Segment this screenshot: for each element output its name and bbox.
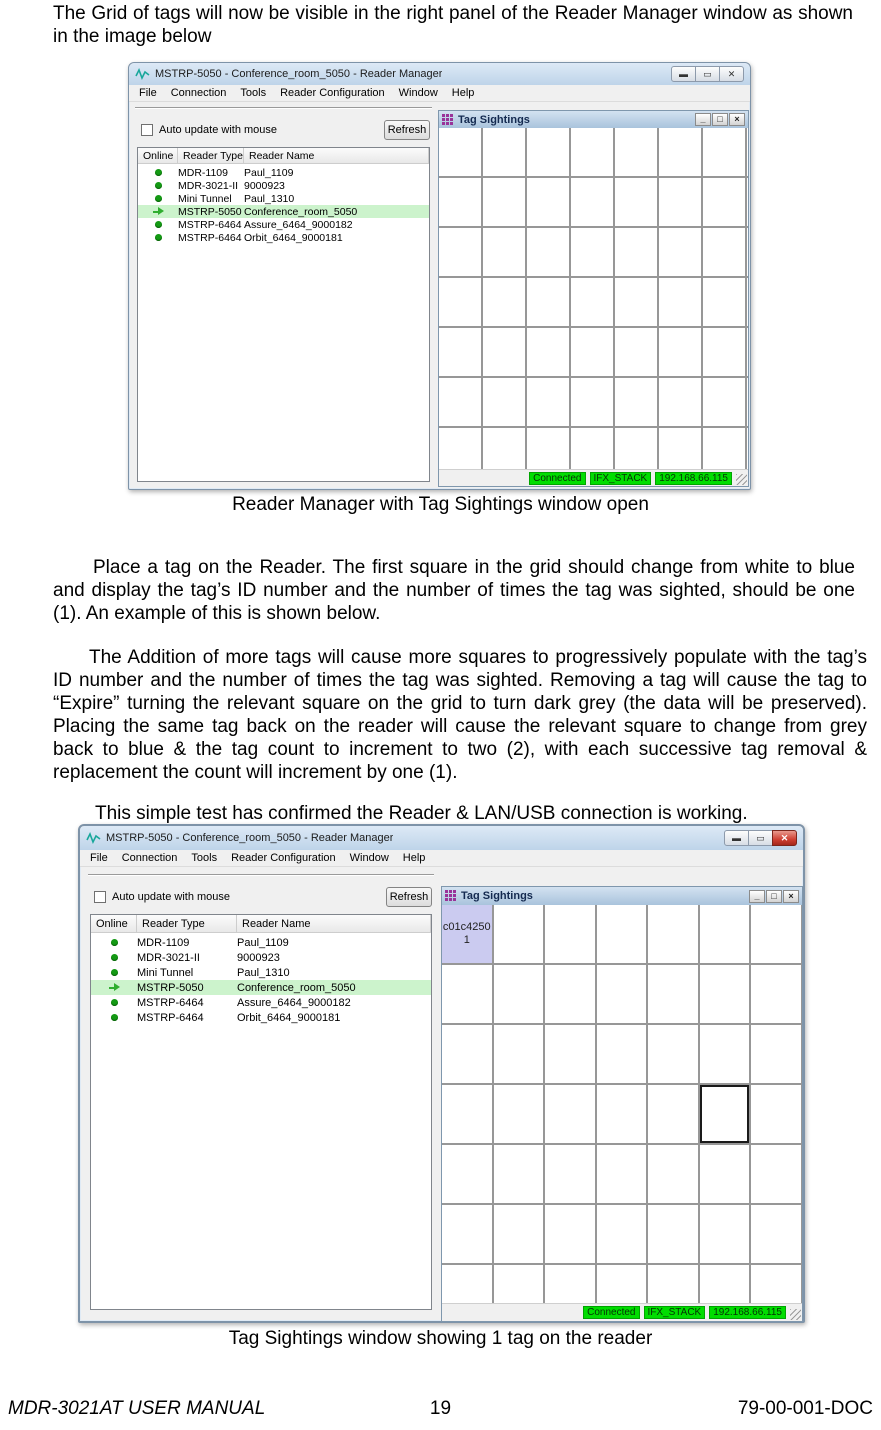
footer-page-number: 19 <box>429 1398 452 1419</box>
reader-name: 9000923 <box>237 951 280 964</box>
minimize-button[interactable]: ▬ <box>671 66 696 82</box>
child-maximize-button[interactable]: □ <box>766 890 782 903</box>
tag-cell[interactable] <box>545 965 597 1025</box>
tag-cell[interactable] <box>615 228 659 278</box>
tag-cell[interactable] <box>703 278 747 328</box>
tag-cell[interactable] <box>494 1085 546 1145</box>
reader-row[interactable] <box>91 965 431 980</box>
menu-connection[interactable]: Connection <box>170 87 227 99</box>
tag-cell[interactable] <box>615 278 659 328</box>
tag-cell[interactable] <box>751 1025 802 1085</box>
tag-cell[interactable] <box>483 428 527 469</box>
body-paragraph-1: Place a tag on the Reader. The first square in the grid should change from white to blue and display the tag’s ID number and the number of times the tag was sighted, should be one (1). An example of this is shown below. <box>53 557 855 624</box>
tag-cell[interactable] <box>751 1085 802 1145</box>
column-online[interactable]: Online <box>91 915 137 932</box>
tag-cell[interactable] <box>703 378 747 428</box>
tag-cell[interactable] <box>494 965 546 1025</box>
tag-cell[interactable] <box>700 905 752 965</box>
tag-cell[interactable] <box>648 1265 700 1303</box>
online-dot-icon <box>111 939 118 946</box>
column-reader-type[interactable]: Reader Type <box>178 148 244 163</box>
close-button[interactable]: ✕ <box>719 66 744 82</box>
reader-name: Conference_room_5050 <box>244 205 358 218</box>
tag-cell[interactable] <box>483 178 527 228</box>
tag-cell[interactable] <box>751 965 802 1025</box>
tag-cell[interactable] <box>615 128 659 178</box>
tag-cell[interactable] <box>442 1025 494 1085</box>
tag-cell[interactable] <box>751 1145 802 1205</box>
reader-row[interactable] <box>91 980 431 995</box>
reader-name: Assure_6464_9000182 <box>244 218 353 231</box>
online-dot-icon <box>155 234 162 241</box>
tag-cell[interactable] <box>494 1205 546 1265</box>
tag-cell[interactable] <box>571 228 615 278</box>
reader-type: Mini Tunnel <box>178 192 232 205</box>
tag-cell[interactable] <box>527 378 571 428</box>
reader-type: MDR-3021-II <box>178 179 239 192</box>
selected-arrow-icon <box>109 983 120 992</box>
status-bar <box>442 1303 802 1321</box>
tag-cell[interactable] <box>442 1145 494 1205</box>
tag-cell[interactable] <box>483 128 527 178</box>
window-buttons <box>725 830 797 846</box>
reader-manager-window-2 <box>78 824 805 1323</box>
reader-list <box>90 914 432 1310</box>
tag-cell[interactable] <box>700 1145 752 1205</box>
tag-cell[interactable] <box>527 228 571 278</box>
tag-sightings-titlebar[interactable] <box>442 887 802 905</box>
tag-cell[interactable] <box>545 1145 597 1205</box>
reader-list-panel <box>86 872 436 1312</box>
tag-cell[interactable] <box>700 1265 752 1303</box>
reader-row[interactable] <box>138 179 429 192</box>
tag-cell[interactable] <box>751 905 802 965</box>
child-window-buttons <box>694 113 745 126</box>
tag-grid-area <box>442 905 802 1303</box>
reader-type: MSTRP-6464 <box>178 218 242 231</box>
tag-cell[interactable] <box>597 1145 649 1205</box>
tag-cell[interactable] <box>442 1265 494 1303</box>
reader-row[interactable] <box>91 950 431 965</box>
tag-cell[interactable] <box>483 328 527 378</box>
footer-doc-number: 79-00-001-DOC <box>737 1398 873 1419</box>
status-stack: IFX_STACK <box>590 472 652 485</box>
tag-cell[interactable] <box>597 1265 649 1303</box>
tag-cell[interactable] <box>571 328 615 378</box>
reader-manager-window-1 <box>128 62 751 490</box>
auto-update-label: Auto update with mouse <box>112 891 231 903</box>
panel-controls <box>141 120 430 140</box>
tag-cell[interactable] <box>597 1085 649 1145</box>
reader-type: MSTRP-6464 <box>178 231 242 244</box>
reader-name: Orbit_6464_9000181 <box>244 231 343 244</box>
reader-type: MDR-3021-II <box>137 951 200 964</box>
reader-name: Paul_1310 <box>244 192 295 205</box>
online-dot-icon <box>111 999 118 1006</box>
reader-type: MSTRP-6464 <box>137 996 204 1009</box>
reader-name: Assure_6464_9000182 <box>237 996 351 1009</box>
app-icon <box>86 832 101 844</box>
panel-divider <box>88 874 434 876</box>
tag-cell[interactable] <box>545 1085 597 1145</box>
resize-grip[interactable] <box>736 474 747 485</box>
tag-cell[interactable] <box>659 228 703 278</box>
panel-divider <box>135 107 432 109</box>
tag-cell[interactable] <box>747 428 748 469</box>
auto-update-label: Auto update with mouse <box>159 124 278 136</box>
tag-cell[interactable] <box>700 1205 752 1265</box>
tag-cell[interactable] <box>648 1145 700 1205</box>
reader-name: Paul_1109 <box>244 166 294 179</box>
tag-cell[interactable] <box>648 905 700 965</box>
tag-cell[interactable] <box>703 128 747 178</box>
tag-cell[interactable] <box>703 228 747 278</box>
reader-name: 9000923 <box>244 179 285 192</box>
tag-cell[interactable] <box>597 905 649 965</box>
tag-grid <box>442 905 802 1303</box>
tag-cell[interactable] <box>527 428 571 469</box>
reader-row[interactable] <box>138 192 429 205</box>
window-title: MSTRP-5050 - Conference_room_5050 - Reader Manager <box>155 68 443 80</box>
minimize-button[interactable]: ▬ <box>724 830 749 846</box>
tag-cell[interactable] <box>439 178 483 228</box>
tag-cell[interactable] <box>597 1025 649 1085</box>
tag-cell[interactable] <box>527 328 571 378</box>
maximize-button[interactable]: ▭ <box>748 830 773 846</box>
reader-row[interactable] <box>138 205 429 218</box>
reader-type: MDR-1109 <box>137 936 190 949</box>
tag-cell[interactable] <box>747 278 748 328</box>
tag-cell[interactable] <box>571 378 615 428</box>
child-maximize-button[interactable]: □ <box>712 113 728 126</box>
reader-list-header <box>138 148 429 164</box>
tag-cell[interactable] <box>483 378 527 428</box>
menu-file[interactable]: File <box>90 852 108 864</box>
tag-cell[interactable] <box>615 428 659 469</box>
tag-cell[interactable] <box>659 378 703 428</box>
tag-cell[interactable] <box>751 1205 802 1265</box>
tag-cell[interactable] <box>571 428 615 469</box>
online-dot-icon <box>111 969 118 976</box>
reader-name: Orbit_6464_9000181 <box>237 1011 341 1024</box>
tag-cell[interactable] <box>751 1265 802 1303</box>
page-footer <box>8 1398 873 1420</box>
tag-cell[interactable] <box>659 328 703 378</box>
panel-controls <box>94 887 432 907</box>
online-dot-icon <box>155 221 162 228</box>
column-reader-name[interactable]: Reader Name <box>237 915 431 932</box>
tag-cell[interactable] <box>648 1085 700 1145</box>
tag-cell[interactable] <box>700 1025 752 1085</box>
tag-cell[interactable] <box>545 905 597 965</box>
column-reader-name[interactable]: Reader Name <box>244 148 429 163</box>
tag-cell[interactable] <box>439 128 483 178</box>
tag-cell[interactable] <box>747 378 748 428</box>
reader-name: Conference_room_5050 <box>237 981 356 994</box>
refresh-button[interactable]: Refresh <box>386 887 432 907</box>
tag-cell[interactable] <box>615 328 659 378</box>
refresh-button[interactable]: Refresh <box>384 120 430 140</box>
window-buttons <box>672 66 744 82</box>
tag-cell[interactable] <box>659 128 703 178</box>
column-online[interactable]: Online <box>138 148 178 163</box>
app-icon <box>135 68 150 80</box>
reader-name: Paul_1109 <box>237 936 289 949</box>
status-ip: 192.168.66.115 <box>709 1306 786 1319</box>
menu-help[interactable]: Help <box>402 852 426 864</box>
tag-sightings-title: Tag Sightings <box>458 113 530 126</box>
tag-cell[interactable] <box>747 328 748 378</box>
tag-sightings-window-2 <box>441 886 803 1322</box>
selected-arrow-icon <box>153 207 164 216</box>
tag-cell[interactable] <box>703 428 747 469</box>
reader-row[interactable] <box>138 166 429 179</box>
child-close-button[interactable]: × <box>729 113 745 126</box>
menu-help[interactable]: Help <box>451 87 475 99</box>
online-dot-icon <box>111 1014 118 1021</box>
status-stack: IFX_STACK <box>644 1306 706 1319</box>
online-dot-icon <box>111 954 118 961</box>
online-dot-icon <box>155 169 162 176</box>
figure-caption-1: Reader Manager with Tag Sightings window open <box>232 494 649 515</box>
tag-cell[interactable] <box>483 278 527 328</box>
reader-type: MDR-1109 <box>178 166 228 179</box>
tag-cell[interactable] <box>439 428 483 469</box>
tag-cell[interactable] <box>442 965 494 1025</box>
menu-reader-configuration[interactable]: Reader Configuration <box>231 852 336 864</box>
tag-cell[interactable] <box>597 965 649 1025</box>
child-minimize-button[interactable]: _ <box>695 113 711 126</box>
grid-icon <box>442 114 454 126</box>
tag-cell-populated[interactable] <box>442 905 494 965</box>
tag-cell[interactable] <box>659 278 703 328</box>
tag-cell[interactable] <box>527 178 571 228</box>
menu-bar <box>80 850 803 867</box>
tag-id: c01c4250 <box>442 921 491 933</box>
tag-cell[interactable] <box>700 965 752 1025</box>
reader-type: Mini Tunnel <box>137 966 194 979</box>
tag-grid-area <box>439 128 748 469</box>
tag-cell[interactable] <box>747 178 748 228</box>
menu-tools[interactable]: Tools <box>240 87 267 99</box>
child-minimize-button[interactable]: _ <box>749 890 765 903</box>
tag-sightings-window-1 <box>438 110 749 487</box>
body-paragraph-3: This simple test has confirmed the Reader & LAN/USB connection is working. <box>95 803 748 824</box>
reader-name: Paul_1310 <box>237 966 290 979</box>
tag-cell[interactable] <box>545 1265 597 1303</box>
reader-list-panel <box>133 105 434 484</box>
tag-sightings-title: Tag Sightings <box>461 890 533 902</box>
tag-cell[interactable] <box>545 1025 597 1085</box>
tag-cell[interactable] <box>527 128 571 178</box>
tag-cell[interactable] <box>747 228 748 278</box>
tag-cell[interactable] <box>648 1205 700 1265</box>
tag-cell[interactable] <box>615 378 659 428</box>
menu-window[interactable]: Window <box>349 852 389 864</box>
tag-cell[interactable] <box>545 1205 597 1265</box>
reader-rows <box>91 933 431 1309</box>
status-ip: 192.168.66.115 <box>655 472 732 485</box>
figure-caption-2: Tag Sightings window showing 1 tag on the reader <box>228 1328 653 1349</box>
status-bar <box>439 469 748 486</box>
auto-update-checkbox[interactable] <box>94 891 106 903</box>
tag-cell[interactable] <box>442 1205 494 1265</box>
reader-row[interactable] <box>91 1010 431 1025</box>
reader-row[interactable] <box>91 935 431 950</box>
tag-cell[interactable] <box>494 1145 546 1205</box>
reader-type: MSTRP-5050 <box>178 205 242 218</box>
close-button[interactable]: ✕ <box>772 830 797 846</box>
reader-list <box>137 147 430 482</box>
tag-cell[interactable] <box>483 228 527 278</box>
tag-cell[interactable] <box>648 1025 700 1085</box>
tag-cell[interactable] <box>494 1265 546 1303</box>
reader-list-header <box>91 915 431 933</box>
window-title: MSTRP-5050 - Conference_room_5050 - Reader Manager <box>106 832 394 844</box>
menu-file[interactable]: File <box>139 87 157 99</box>
reader-row[interactable] <box>138 231 429 244</box>
reader-row[interactable] <box>91 995 431 1010</box>
tag-count: 1 <box>463 934 470 946</box>
grid-icon <box>445 890 457 902</box>
online-dot-icon <box>155 182 162 189</box>
reader-type: MSTRP-6464 <box>137 1011 204 1024</box>
body-paragraph-2: The Addition of more tags will cause more squares to progressively populate with the tag’s ID number and the number of times the tag was sighted. Removing a tag will cause the tag to “Expire” turning the relevant square on the grid to turn dark grey (the data will be preserved). Placing the same tag back on the reader will cause the relevant square to change from grey back to blue & the tag count to increment to two (2), with each successive tag removal & replacement the count will increment by one (1). <box>53 647 867 783</box>
tag-cell[interactable] <box>659 428 703 469</box>
tag-cell[interactable] <box>439 278 483 328</box>
footer-manual-name: MDR-3021AT USER MANUAL <box>8 1398 266 1419</box>
maximize-button[interactable]: ▭ <box>695 66 720 82</box>
menu-window[interactable]: Window <box>398 87 438 99</box>
tag-cell[interactable] <box>597 1205 649 1265</box>
reader-row[interactable] <box>138 218 429 231</box>
status-connected: Connected <box>529 472 585 485</box>
tag-sightings-titlebar[interactable] <box>439 111 748 128</box>
window-titlebar[interactable] <box>129 63 750 85</box>
tag-cell[interactable] <box>527 278 571 328</box>
tag-cell[interactable] <box>439 228 483 278</box>
tag-cell[interactable] <box>442 1085 494 1145</box>
tag-cell[interactable] <box>615 178 659 228</box>
menu-connection[interactable]: Connection <box>121 852 178 864</box>
tag-cell[interactable] <box>571 178 615 228</box>
tag-cell[interactable] <box>494 905 546 965</box>
tag-grid <box>439 128 748 469</box>
tag-cell[interactable] <box>494 1025 546 1085</box>
menu-tools[interactable]: Tools <box>191 852 218 864</box>
tag-cell[interactable] <box>648 965 700 1025</box>
child-window-buttons <box>748 890 799 903</box>
auto-update-checkbox[interactable] <box>141 124 153 136</box>
tag-cell[interactable] <box>439 378 483 428</box>
status-connected: Connected <box>583 1306 639 1319</box>
online-dot-icon <box>155 195 162 202</box>
intro-paragraph: The Grid of tags will now be visible in the right panel of the Reader Manager window as shown in the image below <box>53 3 853 47</box>
tag-cell[interactable] <box>747 128 748 178</box>
tag-cell-outlined[interactable] <box>700 1085 752 1145</box>
tag-cell[interactable] <box>571 278 615 328</box>
resize-grip[interactable] <box>790 1309 801 1320</box>
reader-rows <box>138 164 429 481</box>
tag-cell[interactable] <box>439 328 483 378</box>
tag-cell[interactable] <box>703 178 747 228</box>
column-reader-type[interactable]: Reader Type <box>137 915 237 932</box>
menu-bar <box>129 85 750 102</box>
window-titlebar[interactable] <box>80 826 803 850</box>
menu-reader-configuration[interactable]: Reader Configuration <box>280 87 385 99</box>
tag-cell[interactable] <box>659 178 703 228</box>
child-close-button[interactable]: × <box>783 890 799 903</box>
tag-cell[interactable] <box>571 128 615 178</box>
reader-type: MSTRP-5050 <box>137 981 204 994</box>
tag-cell[interactable] <box>703 328 747 378</box>
